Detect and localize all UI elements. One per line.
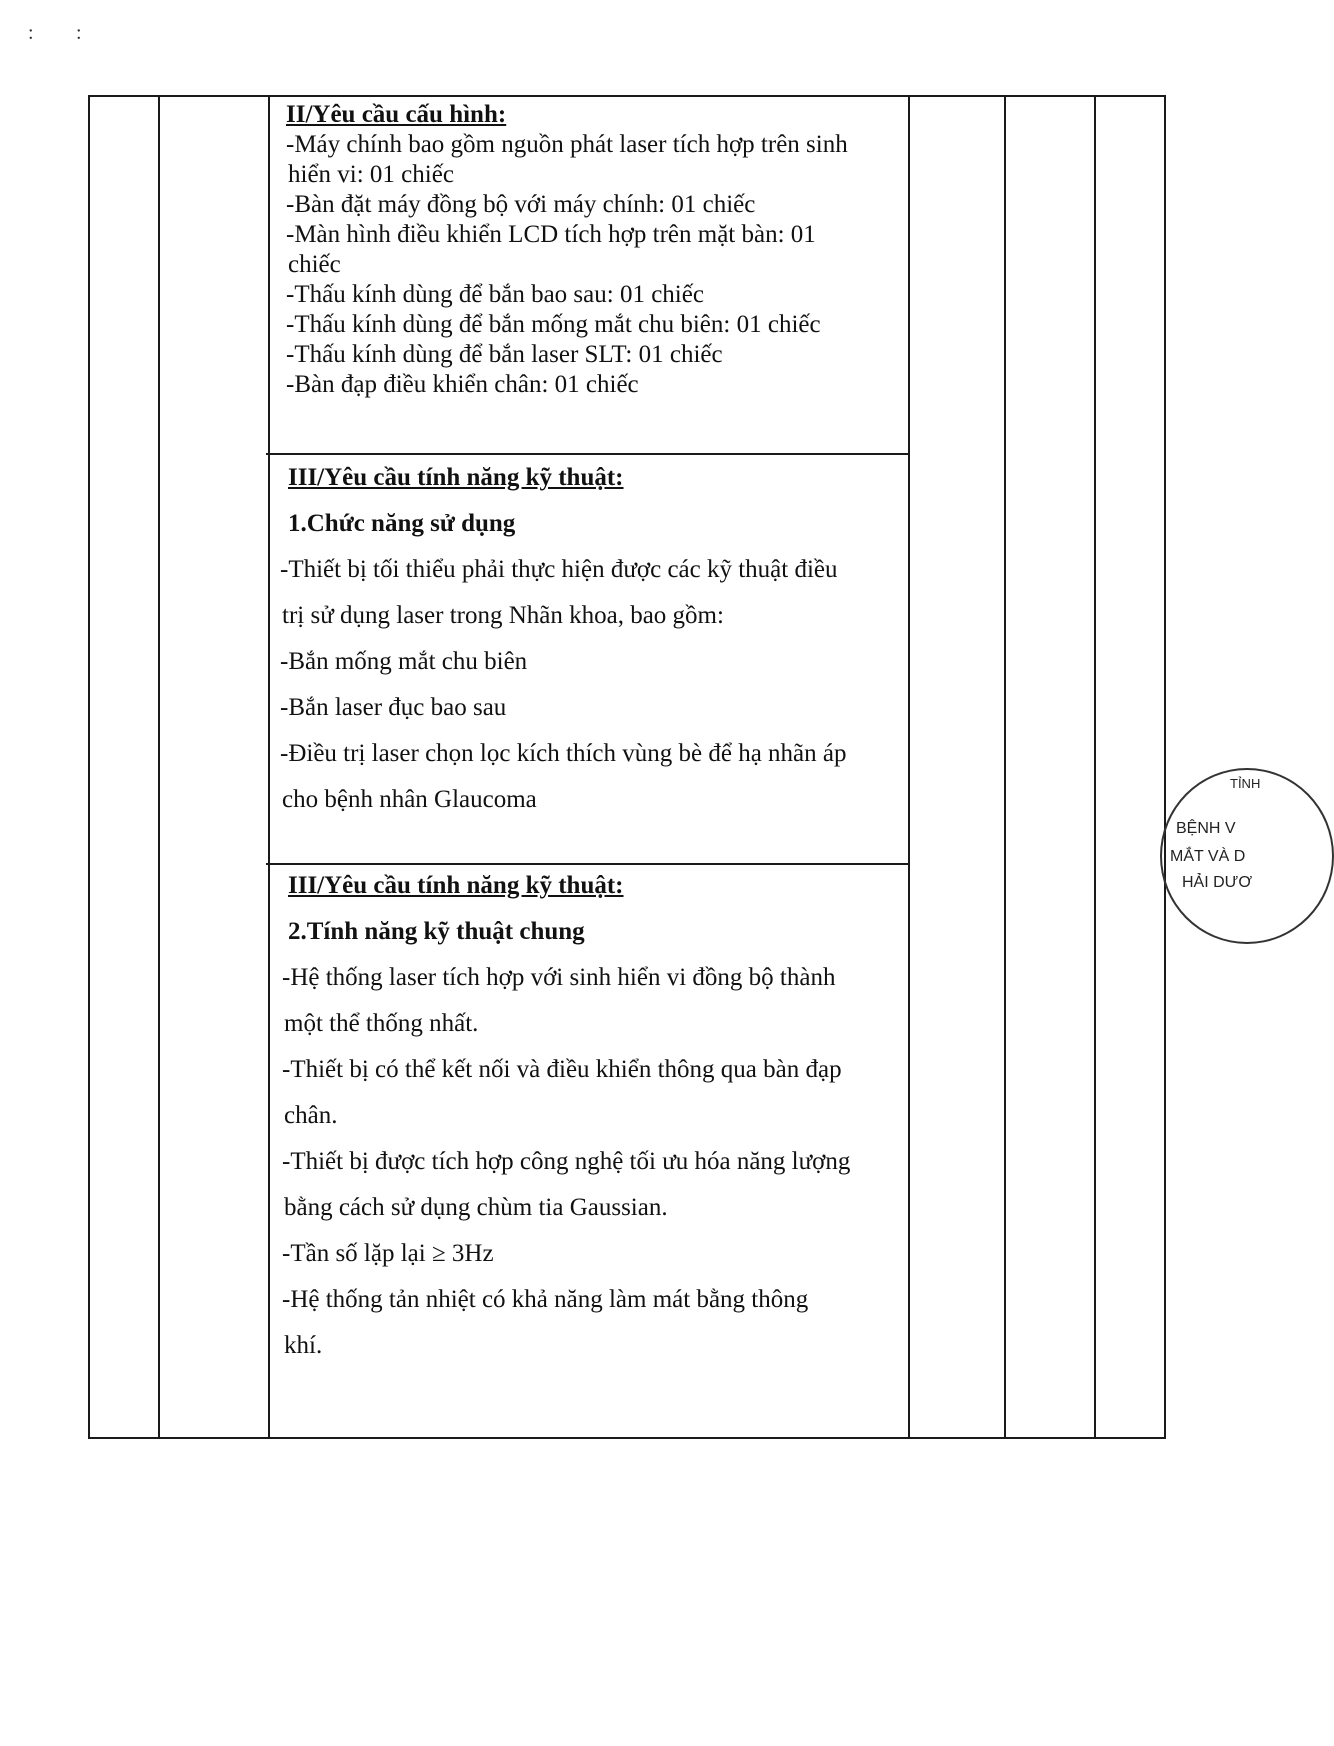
- column-border: [158, 95, 160, 1439]
- column-border: [1004, 95, 1006, 1439]
- spec-line: bằng cách sử dụng chùm tia Gaussian.: [284, 1194, 668, 1221]
- spec-line: -Hệ thống laser tích hợp với sinh hiển vi đồng bộ thành: [282, 964, 836, 991]
- spec-line: trị sử dụng laser trong Nhãn khoa, bao gồm:: [282, 602, 724, 629]
- column-border: [88, 95, 90, 1439]
- section-heading: III/Yêu cầu tính năng kỹ thuật:: [288, 872, 624, 899]
- spec-line: khí.: [284, 1332, 323, 1359]
- spec-line: một thể thống nhất.: [284, 1010, 479, 1037]
- spec-line: -Bàn đạp điều khiển chân: 01 chiếc: [286, 371, 639, 398]
- spec-line: -Thiết bị tối thiểu phải thực hiện được các kỹ thuật điều: [280, 556, 838, 583]
- spec-line: -Máy chính bao gồm nguồn phát laser tích hợp trên sinh: [286, 131, 848, 158]
- official-seal: [1160, 760, 1280, 960]
- spec-line: -Hệ thống tản nhiệt có khả năng làm mát bằng thông: [282, 1286, 809, 1313]
- column-border: [1094, 95, 1096, 1439]
- section-heading: III/Yêu cầu tính năng kỹ thuật:: [288, 464, 624, 491]
- seal-text: HẢI DƯƠ: [1182, 874, 1253, 891]
- column-border: [908, 95, 910, 1439]
- spec-line: chân.: [284, 1102, 338, 1129]
- column-border: [268, 95, 270, 1439]
- section-heading: II/Yêu cầu cấu hình:: [286, 101, 507, 128]
- spec-line: -Thiết bị có thể kết nối và điều khiển thông qua bàn đạp: [282, 1056, 842, 1083]
- seal-text: TỈNH: [1230, 776, 1261, 791]
- margin-mark: :: [76, 22, 82, 44]
- spec-line: -Màn hình điều khiển LCD tích hợp trên mặt bàn: 01: [286, 221, 816, 248]
- seal-text: MẮT VÀ D: [1170, 848, 1246, 865]
- spec-line: -Thấu kính dùng để bắn bao sau: 01 chiếc: [286, 281, 704, 308]
- section-subheading: 2.Tính năng kỹ thuật chung: [288, 918, 585, 945]
- spec-line: -Bắn laser đục bao sau: [280, 694, 507, 721]
- section-subheading: 1.Chức năng sử dụng: [288, 510, 516, 537]
- spec-line: -Điều trị laser chọn lọc kích thích vùng bè để hạ nhãn áp: [280, 740, 847, 767]
- seal-text: BỆNH V: [1176, 820, 1236, 837]
- spec-line: -Thiết bị được tích hợp công nghệ tối ưu hóa năng lượng: [282, 1148, 851, 1175]
- spec-line: chiếc: [288, 251, 341, 278]
- spec-line: hiển vi: 01 chiếc: [288, 161, 454, 188]
- section-configuration: [286, 100, 848, 400]
- spec-line: -Bắn mống mắt chu biên: [280, 648, 528, 675]
- section-functions: [280, 455, 846, 823]
- spec-line: -Tần số lặp lại ≥ 3Hz: [282, 1240, 494, 1267]
- margin-mark: :: [28, 22, 34, 44]
- spec-line: -Bàn đặt máy đồng bộ với máy chính: 01 chiếc: [286, 191, 756, 218]
- spec-line: -Thấu kính dùng để bắn laser SLT: 01 chiếc: [286, 341, 723, 368]
- spec-line: -Thấu kính dùng để bắn mống mắt chu biên: 01 chiếc: [286, 311, 821, 338]
- section-general-specs: [282, 863, 850, 1369]
- spec-line: cho bệnh nhân Glaucoma: [282, 786, 537, 813]
